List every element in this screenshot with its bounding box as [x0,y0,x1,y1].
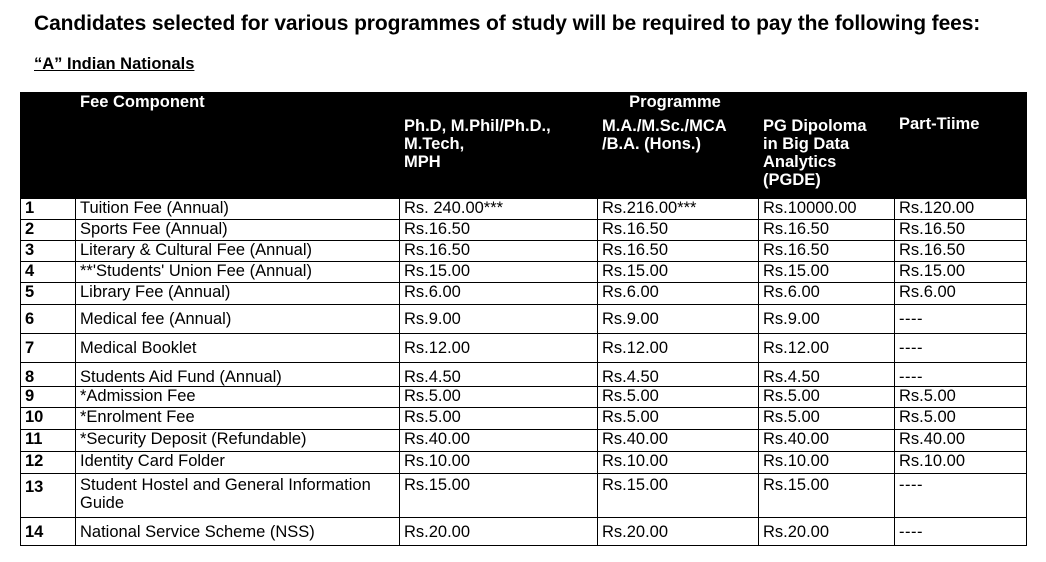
fee-ma: Rs.5.00 [598,387,759,408]
fee-component: National Service Scheme (NSS) [76,518,400,546]
table-row [21,283,1027,305]
fee-phd: Rs.5.00 [400,408,598,430]
table-row [21,305,1027,334]
fee-component: *Enrolment Fee [76,408,400,430]
fee-pg: Rs.9.00 [759,305,895,334]
table-row [21,220,1027,241]
table-row [21,363,1027,387]
header-ma-line: /B.A. (Hons.) [602,135,701,153]
page-title: Candidates selected for various programmes of study will be required to pay the following fees: [34,12,981,35]
fee-ma: Rs.9.00 [598,305,759,334]
row-number: 8 [21,363,76,387]
fee-part-time: ---- [895,305,1027,334]
fee-phd: Rs.9.00 [400,305,598,334]
header-part-time: Part-Tiime [895,93,1027,199]
fee-pg: Rs.15.00 [759,474,895,518]
header-phd-line: MPH [404,153,441,171]
header-pg-line: in Big Data [763,135,850,153]
fee-part-time: ---- [895,474,1027,518]
row-number: 2 [21,220,76,241]
fee-phd: Rs.20.00 [400,518,598,546]
fee-part-time: Rs.40.00 [895,430,1027,452]
header-phd-col [400,117,598,199]
row-number: 5 [21,283,76,305]
row-number: 14 [21,518,76,546]
fee-phd: Rs.6.00 [400,283,598,305]
fee-part-time: Rs.16.50 [895,241,1027,262]
fee-table [20,92,1027,546]
table-row [21,334,1027,363]
fee-table-body [21,199,1027,546]
fee-component: Medical Booklet [76,334,400,363]
fee-pg: Rs.15.00 [759,262,895,283]
row-number: 3 [21,241,76,262]
fee-ma: Rs.40.00 [598,430,759,452]
fee-phd: Rs.40.00 [400,430,598,452]
header-pg-line: Analytics [763,153,837,171]
fee-part-time: Rs.10.00 [895,452,1027,474]
fee-part-time: Rs.6.00 [895,283,1027,305]
fee-pg: Rs.5.00 [759,387,895,408]
header-pg-line: (PGDE) [763,171,821,189]
fee-phd: Rs.16.50 [400,241,598,262]
fee-part-time: Rs.120.00 [895,199,1027,220]
section-subtitle: “A” Indian Nationals [34,55,195,73]
fee-part-time: Rs.16.50 [895,220,1027,241]
fee-component: Student Hostel and General Information Guide [76,474,400,518]
row-number: 4 [21,262,76,283]
fee-ma: Rs.12.00 [598,334,759,363]
fee-part-time: ---- [895,334,1027,363]
table-row [21,518,1027,546]
row-number: 1 [21,199,76,220]
fee-pg: Rs.20.00 [759,518,895,546]
fee-component: Literary & Cultural Fee (Annual) [76,241,400,262]
row-number: 7 [21,334,76,363]
fee-component: Tuition Fee (Annual) [76,199,400,220]
row-number: 10 [21,408,76,430]
fee-ma: Rs.216.00*** [598,199,759,220]
header-phd-line: M.Tech, [404,135,465,153]
fee-pg: Rs.12.00 [759,334,895,363]
fee-pg: Rs.5.00 [759,408,895,430]
fee-component: *Security Deposit (Refundable) [76,430,400,452]
table-row [21,452,1027,474]
fee-ma: Rs.16.50 [598,241,759,262]
header-programme: Programme [400,93,895,117]
fee-phd: Rs.15.00 [400,474,598,518]
table-row [21,474,1027,518]
row-number: 13 [21,474,76,518]
fee-pg: Rs.6.00 [759,283,895,305]
fee-part-time: Rs.5.00 [895,408,1027,430]
header-number-spacer [21,117,76,199]
row-number: 12 [21,452,76,474]
fee-component: **'Students' Union Fee (Annual) [76,262,400,283]
table-row [21,241,1027,262]
fee-ma: Rs.4.50 [598,363,759,387]
fee-component: Medical fee (Annual) [76,305,400,334]
fee-table-header [21,93,1027,199]
fee-phd: Rs.16.50 [400,220,598,241]
fee-ma: Rs.5.00 [598,408,759,430]
fee-component: Identity Card Folder [76,452,400,474]
fee-pg: Rs.40.00 [759,430,895,452]
table-row [21,262,1027,283]
fee-pg: Rs.10.00 [759,452,895,474]
fee-component: Students Aid Fund (Annual) [76,363,400,387]
fee-component: Sports Fee (Annual) [76,220,400,241]
header-pg-col [759,117,895,199]
header-ma-col [598,117,759,199]
table-row [21,387,1027,408]
fee-pg: Rs.10000.00 [759,199,895,220]
fee-phd: Rs.4.50 [400,363,598,387]
header-phd-line: Ph.D, M.Phil/Ph.D., [404,117,551,135]
fee-ma: Rs.20.00 [598,518,759,546]
fee-part-time: ---- [895,363,1027,387]
fee-ma: Rs.15.00 [598,474,759,518]
table-row [21,430,1027,452]
fee-pg: Rs.4.50 [759,363,895,387]
fee-phd: Rs.5.00 [400,387,598,408]
fee-pg: Rs.16.50 [759,220,895,241]
table-row [21,408,1027,430]
header-pg-line: PG Dipoloma [763,117,867,135]
header-number-cell [21,93,76,117]
header-component-spacer [76,117,400,199]
fee-phd: Rs.10.00 [400,452,598,474]
row-number: 11 [21,430,76,452]
fee-part-time: ---- [895,518,1027,546]
fee-phd: Rs.12.00 [400,334,598,363]
fee-ma: Rs.15.00 [598,262,759,283]
fee-part-time: Rs.5.00 [895,387,1027,408]
fee-ma: Rs.16.50 [598,220,759,241]
fee-ma: Rs.6.00 [598,283,759,305]
fee-component: Library Fee (Annual) [76,283,400,305]
fee-pg: Rs.16.50 [759,241,895,262]
fee-phd: Rs. 240.00*** [400,199,598,220]
fee-part-time: Rs.15.00 [895,262,1027,283]
fee-ma: Rs.10.00 [598,452,759,474]
header-ma-line: M.A./M.Sc./MCA [602,117,727,135]
fee-component: *Admission Fee [76,387,400,408]
row-number: 9 [21,387,76,408]
table-row [21,199,1027,220]
row-number: 6 [21,305,76,334]
fee-phd: Rs.15.00 [400,262,598,283]
header-fee-component: Fee Component [76,93,400,117]
